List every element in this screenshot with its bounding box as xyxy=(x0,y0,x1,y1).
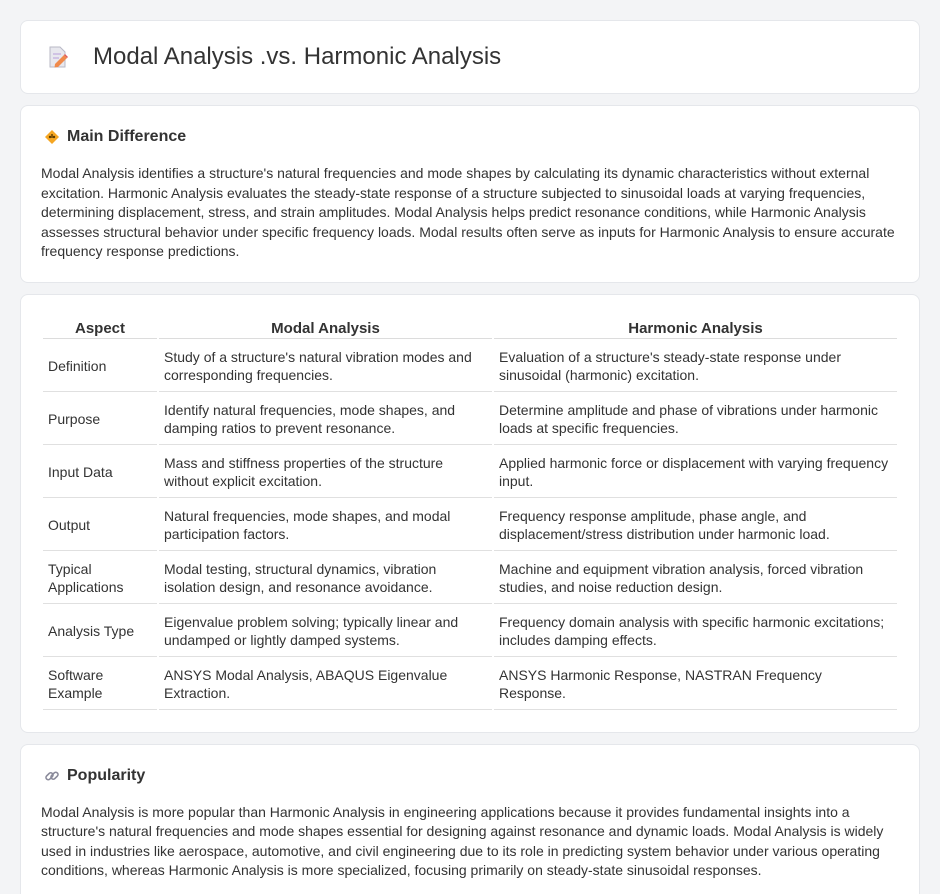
comparison-table xyxy=(41,317,899,712)
popularity-heading: Popularity xyxy=(67,766,146,784)
harmonic-cell: Frequency response amplitude, phase angle, and displacement/stress distribution under harmonic load. xyxy=(494,500,897,551)
harmonic-cell: Applied harmonic force or displacement with varying frequency input. xyxy=(494,447,897,498)
table-row xyxy=(43,341,897,392)
table-row xyxy=(43,394,897,445)
table-row xyxy=(43,553,897,604)
section-heading xyxy=(41,128,899,146)
column-header-aspect: Aspect xyxy=(43,319,157,339)
comparison-table-card xyxy=(20,294,920,733)
harmonic-cell: Machine and equipment vibration analysis, forced vibration studies, and noise reduction design. xyxy=(494,553,897,604)
aspect-cell: Analysis Type xyxy=(43,606,157,657)
modal-cell: Eigenvalue problem solving; typically linear and undamped or lightly damped systems. xyxy=(159,606,492,657)
table-header-row xyxy=(43,319,897,339)
modal-cell: Modal testing, structural dynamics, vibration isolation design, and resonance avoidance. xyxy=(159,553,492,604)
main-difference-text: Modal Analysis identifies a structure's natural frequencies and mode shapes by calculating its dynamic characteristics without external excitation. Harmonic Analysis evaluates the steady-state response of a structure subjected to sinusoidal loads at varying frequencies, determining displacement, stress, and strain amplitudes. Modal Analysis helps predict resonance conditions, while Harmonic Analysis assesses structural behavior under specific frequency loads. Modal results often serve as inputs for Harmonic Analysis to ensure accurate frequency response predictions. xyxy=(41,165,895,259)
popularity-section xyxy=(20,744,920,894)
header-card xyxy=(20,20,920,94)
harmonic-cell: ANSYS Harmonic Response, NASTRAN Frequency Response. xyxy=(494,659,897,710)
link-icon xyxy=(43,767,61,785)
popularity-text: Modal Analysis is more popular than Harmonic Analysis in engineering applications because it provides fundamental insights into a structure's natural frequencies and mode shapes essential for designing against resonance and dynamic loads. Modal Analysis is widely used in industries like aerospace, automotive, and civil engineering due to its role in predicting system behavior under various operating conditions, whereas Harmonic Analysis is more specialized, focusing primarily on steady-state sinusoidal responses. xyxy=(41,803,884,878)
modal-cell: ANSYS Modal Analysis, ABAQUS Eigenvalue Extraction. xyxy=(159,659,492,710)
modal-cell: Mass and stiffness properties of the structure without explicit excitation. xyxy=(159,447,492,498)
page-title: Modal Analysis .vs. Harmonic Analysis xyxy=(93,43,502,70)
table-row xyxy=(43,659,897,710)
aspect-cell: Software Example xyxy=(43,659,157,710)
harmonic-cell: Frequency domain analysis with specific harmonic excitations; includes damping effects. xyxy=(494,606,897,657)
aspect-cell: Input Data xyxy=(43,447,157,498)
table-row xyxy=(43,500,897,551)
column-header-modal: Modal Analysis xyxy=(159,319,492,339)
main-difference-heading: Main Difference xyxy=(67,128,187,145)
diamond-warning-icon xyxy=(43,128,61,146)
modal-cell: Natural frequencies, mode shapes, and modal participation factors. xyxy=(159,500,492,551)
harmonic-cell: Determine amplitude and phase of vibrations under harmonic loads at specific frequencies. xyxy=(494,394,897,445)
aspect-cell: Typical Applications xyxy=(43,553,157,604)
harmonic-cell: Evaluation of a structure's steady-state response under sinusoidal (harmonic) excitation. xyxy=(494,341,897,392)
modal-cell: Study of a structure's natural vibration modes and corresponding frequencies. xyxy=(159,341,492,392)
table-row xyxy=(43,606,897,657)
document-pencil-icon xyxy=(45,44,71,70)
aspect-cell: Purpose xyxy=(43,394,157,445)
aspect-cell: Definition xyxy=(43,341,157,392)
modal-cell: Identify natural frequencies, mode shapes, and damping ratios to prevent resonance. xyxy=(159,394,492,445)
aspect-cell: Output xyxy=(43,500,157,551)
main-difference-section xyxy=(20,105,920,283)
table-row xyxy=(43,447,897,498)
column-header-harmonic: Harmonic Analysis xyxy=(494,319,897,339)
section-heading xyxy=(41,767,899,785)
